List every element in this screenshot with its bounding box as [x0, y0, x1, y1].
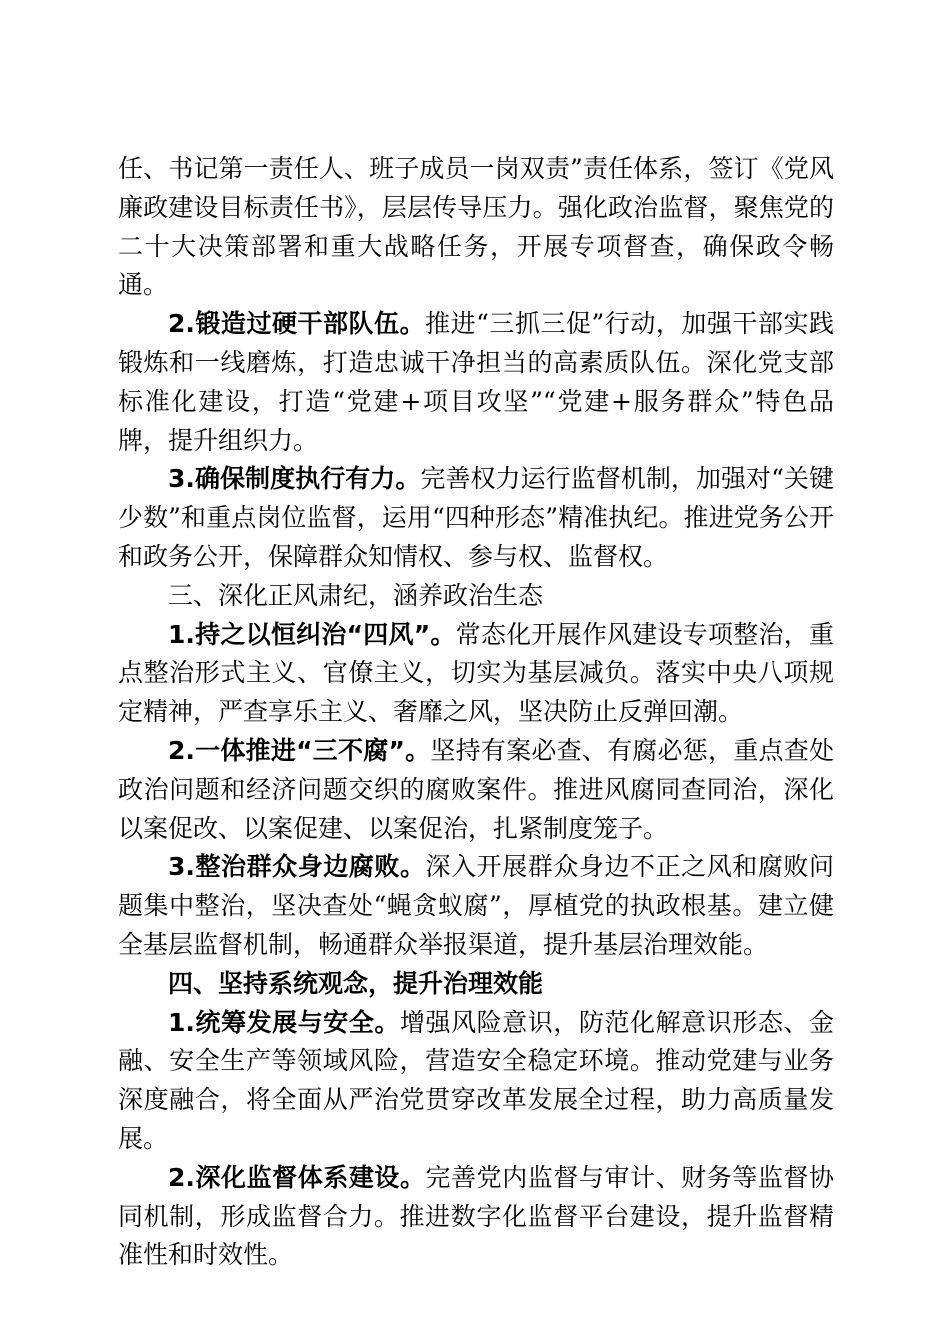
section-heading-3: 三、深化正风肃纪，涵养政治生态	[168, 580, 544, 610]
paragraph-lead: 2.锻造过硬干部队伍。	[168, 309, 426, 339]
paragraph-four-winds	[118, 616, 834, 732]
paragraph-text: 完善党内监督与审计、财务等监督协同机制，形成监督合力。推进数字化监督平台建设，提升监督精准性和时效性。	[118, 1162, 834, 1270]
paragraph-three-no-corruption	[118, 732, 834, 848]
paragraph-text: 深入开展群众身边不正之风和腐败问题集中整治，坚决查处“蝇贪蚁腐”，厚植党的执政根基。建立健全基层监督机制，畅通群众举报渠道，提升基层治理效能。	[118, 852, 834, 959]
paragraph-text: 完善权力运行监督机制，加强对“关键少数”和重点岗位监督，运用“四种形态”精准执纪。推进党务公开和政务公开，保障群众知情权、参与权、监督权。	[118, 464, 834, 571]
paragraph-lead: 2.一体推进“三不腐”。	[168, 735, 431, 765]
paragraph-text: 常态化开展作风建设专项整治，重点整治形式主义、官僚主义，切实为基层减负。落实中央八项规定精神，严查享乐主义、奢靡之风，坚决防止反弹回潮。	[118, 619, 834, 727]
document-page	[118, 150, 834, 1275]
paragraph-lead: 1.持之以恒纠治“四风”。	[168, 619, 456, 649]
paragraph-lead: 1.统筹发展与安全。	[168, 1007, 400, 1037]
paragraph-text: 推进“三抓三促”行动，加强干部实践锻炼和一线磨炼，打造忠诚干净担当的高素质队伍。深化党支部标准化建设，打造“党建+项目攻坚”“党建+服务群众”特色品牌，提升组织力。	[118, 309, 834, 455]
paragraph-lead: 3.整治群众身边腐败。	[168, 852, 426, 882]
section-heading-4: 四、坚持系统观念，提升治理效能	[168, 968, 544, 998]
paragraph-text: 任、书记第一责任人、班子成员一岗双责”责任体系，签订《党风廉政建设目标责任书》，层层传导压力。强化政治监督，聚焦党的二十大决策部署和重大战略任务，开展专项督查，确保政令畅通。	[118, 154, 834, 300]
paragraph-lead: 3.确保制度执行有力。	[168, 464, 421, 494]
paragraph-text: 增强风险意识，防范化解意识形态、金融、安全生产等领域风险，营造安全稳定环境。推动党建与业务深度融合，将全面从严治党贯穿改革发展全过程，助力高质量发展。	[118, 1007, 834, 1153]
paragraph-grassroots-corruption	[118, 848, 834, 964]
paragraph-continuation	[118, 150, 834, 305]
paragraph-text: 坚持有案必查、有腐必惩，重点查处政治问题和经济问题交织的腐败案件。推进风腐同查同治，深化以案促改、以案促建、以案促治，扎紧制度笼子。	[118, 735, 834, 843]
paragraph-system-execution	[118, 460, 834, 576]
paragraph-development-security	[118, 1004, 834, 1159]
paragraph-supervision-system	[118, 1159, 834, 1275]
paragraph-lead: 2.深化监督体系建设。	[168, 1162, 426, 1192]
paragraph-cadre-team	[118, 305, 834, 460]
